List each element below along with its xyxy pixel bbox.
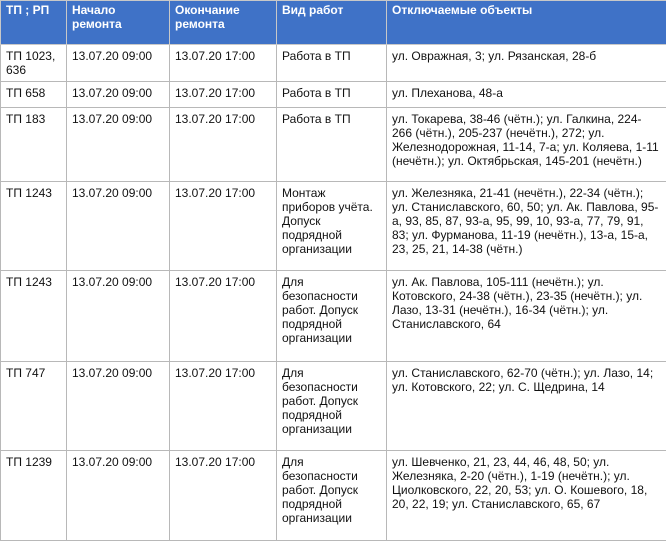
cell-work-type: Работа в ТП <box>277 108 387 182</box>
cell-work-type: Для безопасности работ. Допуск подрядной организации <box>277 271 387 362</box>
cell-tp: ТП 1239 <box>1 451 67 541</box>
table-row <box>1 45 666 82</box>
cell-work-type: Для безопасности работ. Допуск подрядной организации <box>277 451 387 541</box>
cell-objects: ул. Шевченко, 21, 23, 44, 46, 48, 50; ул. Железняка, 2-20 (чётн.), 1-19 (нечётн.); ул. Циолковского, 22, 20, 53; ул. О. Кошевого, 18, 20, 22, 19; ул. Станиславского, 65, 67 <box>387 451 666 541</box>
cell-tp: ТП 747 <box>1 362 67 451</box>
header-end: Окончание ремонта <box>170 1 277 45</box>
table-row <box>1 108 666 182</box>
cell-tp: ТП 1243 <box>1 271 67 362</box>
cell-tp: ТП 183 <box>1 108 67 182</box>
header-work-type: Вид работ <box>277 1 387 45</box>
cell-work-type: Монтаж приборов учёта. Допуск подрядной организации <box>277 182 387 271</box>
cell-objects: ул. Плеханова, 48-а <box>387 82 666 108</box>
cell-end: 13.07.20 17:00 <box>170 451 277 541</box>
cell-end: 13.07.20 17:00 <box>170 362 277 451</box>
table-body <box>1 45 666 541</box>
cell-work-type: Работа в ТП <box>277 82 387 108</box>
table-row <box>1 182 666 271</box>
cell-work-type: Работа в ТП <box>277 45 387 82</box>
header-tp: ТП ; РП <box>1 1 67 45</box>
cell-start: 13.07.20 09:00 <box>67 45 170 82</box>
cell-start: 13.07.20 09:00 <box>67 182 170 271</box>
header-row <box>1 1 666 45</box>
cell-work-type: Для безопасности работ. Допуск подрядной организации <box>277 362 387 451</box>
header-objects: Отключаемые объекты <box>387 1 666 45</box>
cell-tp: ТП 1243 <box>1 182 67 271</box>
cell-objects: ул. Ак. Павлова, 105-111 (нечётн.); ул. Котовского, 24-38 (чётн.), 23-35 (нечётн.); ул. Лазо, 13-31 (нечётн.), 16-34 (чётн.); ул. Станиславского, 64 <box>387 271 666 362</box>
table-row <box>1 362 666 451</box>
table-row <box>1 451 666 541</box>
cell-objects: ул. Токарева, 38-46 (чётн.); ул. Галкина, 224-266 (чётн.), 205-237 (нечётн.), 272; ул. Железнодорожная, 11-14, 7-а; ул. Коляева, 1-11 (нечётн.); ул. Октябрьская, 145-201 (нечётн.) <box>387 108 666 182</box>
cell-end: 13.07.20 17:00 <box>170 45 277 82</box>
cell-tp: ТП 658 <box>1 82 67 108</box>
cell-start: 13.07.20 09:00 <box>67 362 170 451</box>
cell-end: 13.07.20 17:00 <box>170 82 277 108</box>
table-header <box>1 1 666 45</box>
cell-objects: ул. Железняка, 21-41 (нечётн.), 22-34 (чётн.); ул. Станиславского, 60, 50; ул. Ак. Павлова, 95-а, 93, 85, 87, 93-а, 95, 99, 10, 93-а, 77, 79, 91, 83; ул. Фурманова, 11-19 (нечётн.), 13-а, 15-а, 23, 25, 21, 14-38 (чётн.) <box>387 182 666 271</box>
cell-start: 13.07.20 09:00 <box>67 271 170 362</box>
cell-end: 13.07.20 17:00 <box>170 108 277 182</box>
cell-end: 13.07.20 17:00 <box>170 271 277 362</box>
table-row <box>1 82 666 108</box>
cell-start: 13.07.20 09:00 <box>67 82 170 108</box>
header-start: Начало ремонта <box>67 1 170 45</box>
cell-tp: ТП 1023, 636 <box>1 45 67 82</box>
cell-start: 13.07.20 09:00 <box>67 108 170 182</box>
table-row <box>1 271 666 362</box>
cell-objects: ул. Станиславского, 62-70 (чётн.); ул. Лазо, 14; ул. Котовского, 22; ул. С. Щедрина, 14 <box>387 362 666 451</box>
cell-start: 13.07.20 09:00 <box>67 451 170 541</box>
cell-end: 13.07.20 17:00 <box>170 182 277 271</box>
cell-objects: ул. Овражная, 3; ул. Рязанская, 28-б <box>387 45 666 82</box>
